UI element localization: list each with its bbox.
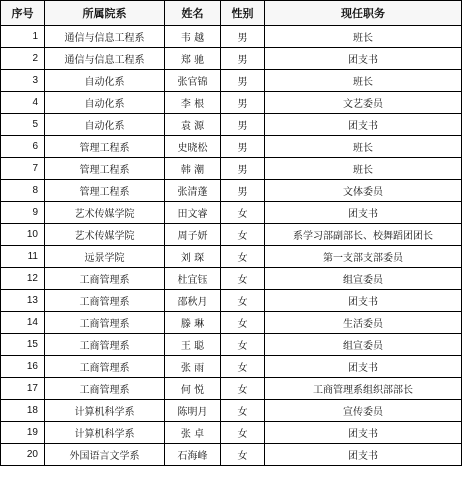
table-row	[1, 136, 462, 158]
cell-position: 组宣委员	[265, 268, 462, 290]
cell-name: 石海峰	[165, 444, 221, 466]
cell-index: 1	[1, 26, 45, 48]
cell-department: 工商管理系	[45, 268, 165, 290]
cell-name: 张清蓬	[165, 180, 221, 202]
cell-gender: 男	[221, 92, 265, 114]
table-row	[1, 180, 462, 202]
table-row	[1, 92, 462, 114]
cell-index: 20	[1, 444, 45, 466]
cell-department: 计算机科学系	[45, 400, 165, 422]
cell-index: 18	[1, 400, 45, 422]
cell-position: 班长	[265, 136, 462, 158]
header-index: 序号	[1, 1, 45, 26]
table-row	[1, 444, 462, 466]
cell-position: 工商管理系组织部部长	[265, 378, 462, 400]
table-row	[1, 312, 462, 334]
cell-department: 自动化系	[45, 70, 165, 92]
cell-department: 通信与信息工程系	[45, 26, 165, 48]
cell-gender: 女	[221, 312, 265, 334]
cell-department: 远景学院	[45, 246, 165, 268]
table-body	[1, 26, 462, 466]
table-row	[1, 70, 462, 92]
cell-gender: 男	[221, 70, 265, 92]
cell-gender: 男	[221, 48, 265, 70]
cell-name: 杜宜钰	[165, 268, 221, 290]
cell-name: 韩 潮	[165, 158, 221, 180]
cell-gender: 男	[221, 114, 265, 136]
cell-department: 工商管理系	[45, 356, 165, 378]
cell-department: 管理工程系	[45, 158, 165, 180]
cell-department: 外国语言文学系	[45, 444, 165, 466]
cell-index: 4	[1, 92, 45, 114]
header-gender: 性别	[221, 1, 265, 26]
cell-index: 8	[1, 180, 45, 202]
table-row	[1, 400, 462, 422]
cell-department: 工商管理系	[45, 312, 165, 334]
header-position: 现任职务	[265, 1, 462, 26]
cell-name: 李 根	[165, 92, 221, 114]
cell-department: 通信与信息工程系	[45, 48, 165, 70]
table-row	[1, 202, 462, 224]
cell-department: 工商管理系	[45, 334, 165, 356]
cell-department: 管理工程系	[45, 180, 165, 202]
cell-index: 19	[1, 422, 45, 444]
cell-name: 郑 驰	[165, 48, 221, 70]
header-name: 姓名	[165, 1, 221, 26]
cell-name: 何 悦	[165, 378, 221, 400]
table-row	[1, 334, 462, 356]
cell-gender: 女	[221, 268, 265, 290]
cell-position: 生活委员	[265, 312, 462, 334]
cell-position: 文体委员	[265, 180, 462, 202]
cell-gender: 男	[221, 180, 265, 202]
cell-position: 班长	[265, 26, 462, 48]
cell-name: 史晓松	[165, 136, 221, 158]
header-department: 所属院系	[45, 1, 165, 26]
cell-index: 15	[1, 334, 45, 356]
cell-index: 17	[1, 378, 45, 400]
cell-index: 6	[1, 136, 45, 158]
cell-index: 13	[1, 290, 45, 312]
cell-position: 组宣委员	[265, 334, 462, 356]
cell-gender: 女	[221, 400, 265, 422]
table-row	[1, 356, 462, 378]
cell-position: 文艺委员	[265, 92, 462, 114]
table-row	[1, 246, 462, 268]
cell-gender: 女	[221, 290, 265, 312]
cell-gender: 男	[221, 136, 265, 158]
cell-position: 团支书	[265, 444, 462, 466]
cell-gender: 女	[221, 444, 265, 466]
table-row	[1, 290, 462, 312]
cell-name: 田文睿	[165, 202, 221, 224]
cell-name: 张 雨	[165, 356, 221, 378]
cell-index: 16	[1, 356, 45, 378]
cell-index: 9	[1, 202, 45, 224]
cell-gender: 女	[221, 202, 265, 224]
cell-position: 团支书	[265, 290, 462, 312]
cell-index: 3	[1, 70, 45, 92]
cell-position: 系学习部副部长、校舞蹈团团长	[265, 224, 462, 246]
cell-position: 团支书	[265, 202, 462, 224]
cell-index: 2	[1, 48, 45, 70]
cell-name: 陈明月	[165, 400, 221, 422]
cell-index: 10	[1, 224, 45, 246]
cell-index: 14	[1, 312, 45, 334]
table-row	[1, 224, 462, 246]
cell-department: 计算机科学系	[45, 422, 165, 444]
table-row	[1, 26, 462, 48]
cell-position: 团支书	[265, 356, 462, 378]
cell-gender: 女	[221, 334, 265, 356]
cell-gender: 女	[221, 356, 265, 378]
table-row	[1, 378, 462, 400]
cell-gender: 女	[221, 224, 265, 246]
cell-name: 韦 越	[165, 26, 221, 48]
cell-name: 张 卓	[165, 422, 221, 444]
cell-department: 管理工程系	[45, 136, 165, 158]
cell-name: 袁 源	[165, 114, 221, 136]
cell-position: 团支书	[265, 422, 462, 444]
cell-department: 艺术传媒学院	[45, 202, 165, 224]
cell-index: 11	[1, 246, 45, 268]
table-row	[1, 422, 462, 444]
cell-position: 班长	[265, 158, 462, 180]
cell-name: 王 聪	[165, 334, 221, 356]
cell-gender: 女	[221, 378, 265, 400]
table-row	[1, 48, 462, 70]
cell-name: 邵秋月	[165, 290, 221, 312]
cell-position: 第一支部支部委员	[265, 246, 462, 268]
cell-name: 刘 琛	[165, 246, 221, 268]
table-row	[1, 114, 462, 136]
cell-name: 张官锦	[165, 70, 221, 92]
cell-gender: 男	[221, 26, 265, 48]
cell-name: 周子妍	[165, 224, 221, 246]
cell-position: 团支书	[265, 114, 462, 136]
cell-gender: 女	[221, 422, 265, 444]
table-row	[1, 268, 462, 290]
cell-department: 艺术传媒学院	[45, 224, 165, 246]
cell-name: 滕 琳	[165, 312, 221, 334]
cell-department: 工商管理系	[45, 378, 165, 400]
cell-position: 宣传委员	[265, 400, 462, 422]
cell-gender: 女	[221, 246, 265, 268]
table-row	[1, 158, 462, 180]
cell-position: 班长	[265, 70, 462, 92]
cell-index: 7	[1, 158, 45, 180]
cell-department: 自动化系	[45, 114, 165, 136]
cell-department: 工商管理系	[45, 290, 165, 312]
cell-position: 团支书	[265, 48, 462, 70]
cell-gender: 男	[221, 158, 265, 180]
cell-index: 12	[1, 268, 45, 290]
cell-index: 5	[1, 114, 45, 136]
table-header-row	[1, 1, 462, 26]
cell-department: 自动化系	[45, 92, 165, 114]
